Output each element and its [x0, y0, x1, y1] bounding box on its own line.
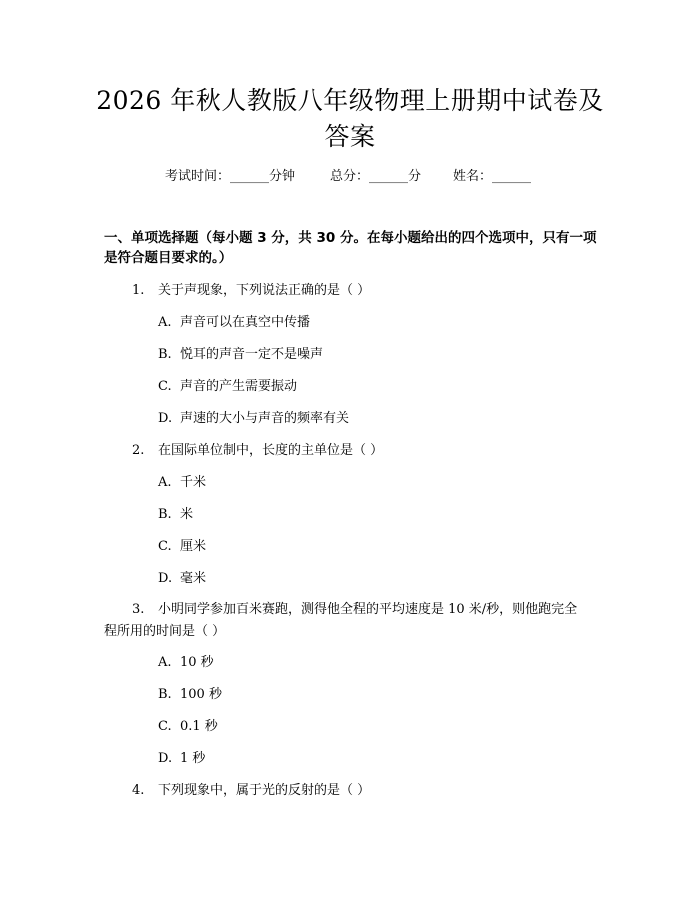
- option-letter: D.: [158, 751, 173, 766]
- option-text: 10 秒: [180, 655, 214, 670]
- option-letter: D.: [158, 411, 173, 426]
- option-text: 声音的产生需要振动: [180, 379, 298, 394]
- option-letter: C.: [158, 539, 172, 554]
- question-text: 下列现象中，属于光的反射的是（ ）: [158, 783, 371, 798]
- option-text: 1 秒: [180, 751, 206, 766]
- exam-time-field: 考试时间：______分钟: [165, 169, 296, 184]
- option-text: 100 秒: [180, 687, 222, 702]
- option-text: 毫米: [180, 571, 207, 586]
- question-3-text-continued: 程所用的时间是（ ）: [104, 624, 226, 639]
- option-text: 悦耳的声音一定不是噪声: [180, 347, 324, 362]
- option-letter: C.: [158, 379, 172, 394]
- page-title-line1: 2026 年秋人教版八年级物理上册期中试卷及: [96, 86, 604, 115]
- student-name-field: 姓名：______: [453, 169, 532, 184]
- option-text: 声音可以在真空中传播: [180, 315, 311, 330]
- option-letter: B.: [158, 347, 172, 362]
- question-number: 4.: [132, 783, 145, 798]
- section-heading-line1: 一、单项选择题（每小题 3 分，共 30 分。在每小题给出的四个选项中，只有一项: [104, 230, 597, 246]
- question-number: 2.: [132, 443, 145, 458]
- option-letter: A.: [158, 475, 172, 490]
- section-heading: [104, 228, 604, 268]
- question-number: 1.: [132, 283, 145, 298]
- section-heading-line2: 是符合题目要求的。）: [104, 250, 233, 266]
- option-text: 声速的大小与声音的频率有关: [180, 411, 350, 426]
- question-text: 在国际单位制中，长度的主单位是（ ）: [158, 443, 384, 458]
- option-letter: A.: [158, 315, 172, 330]
- question-text: 小明同学参加百米赛跑，测得他全程的平均速度是 10 米/秒，则他跑完全: [158, 602, 578, 617]
- option-letter: C.: [158, 719, 172, 734]
- option-letter: D.: [158, 571, 173, 586]
- option-text: 0.1 秒: [180, 719, 218, 734]
- option-letter: B.: [158, 687, 172, 702]
- total-score-field: 总分：______分: [330, 169, 422, 184]
- question-text: 关于声现象，下列说法正确的是（ ）: [158, 283, 371, 298]
- question-number: 3.: [132, 602, 145, 617]
- option-letter: A.: [158, 655, 172, 670]
- option-text: 米: [180, 507, 194, 522]
- page-title-line2: 答案: [324, 122, 376, 151]
- option-letter: B.: [158, 507, 172, 522]
- option-text: 厘米: [180, 539, 207, 554]
- option-text: 千米: [180, 475, 207, 490]
